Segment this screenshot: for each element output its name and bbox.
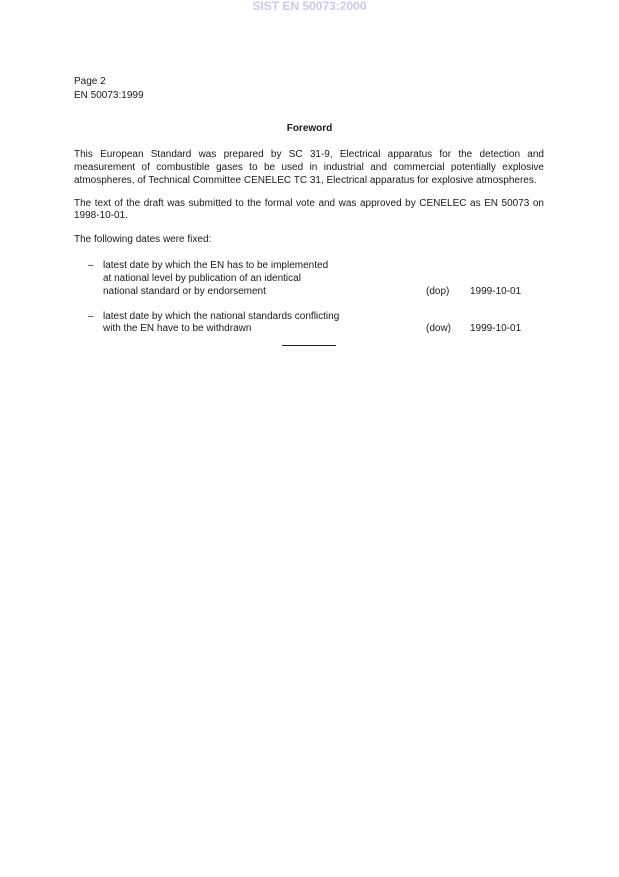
list-item-line: latest date by which the EN has to be implemented [103, 260, 329, 271]
list-item-line: latest date by which the national standards conflicting [103, 311, 340, 322]
list-item-line: with the EN have to be withdrawn [103, 323, 252, 334]
end-rule [282, 345, 336, 346]
date-code: (dow) [426, 323, 452, 334]
list-item-line: at national level by publication of an identical [103, 273, 301, 284]
paragraph-line: 1998-10-01. [74, 210, 128, 221]
standard-id: EN 50073:1999 [74, 90, 144, 101]
paragraph-text: The following dates were fixed: [74, 234, 212, 245]
list-dash: – [88, 311, 94, 322]
page-number: Page 2 [74, 76, 106, 87]
date-value: 1999-10-01 [470, 286, 522, 297]
list-item-line: national standard or by endorsement [103, 286, 266, 297]
watermark: SIST EN 50073:2000 [252, 0, 367, 13]
paragraph-line: The text of the draft was submitted to the formal vote and was approved by CENELEC as EN 50073 on [74, 198, 544, 209]
paragraph-line: measurement of combustible gases to be used in industrial and commercial potentially explosive [74, 162, 544, 173]
section-title: Foreword [286, 123, 333, 134]
list-dash: – [88, 260, 94, 271]
paragraph-line: This European Standard was prepared by SC 31-9, Electrical apparatus for the detection and [74, 149, 544, 160]
date-code: (dop) [426, 286, 450, 297]
date-value: 1999-10-01 [470, 323, 522, 334]
paragraph-line: atmospheres, of Technical Committee CENELEC TC 31, Electrical apparatus for explosive atmospheres. [74, 175, 537, 186]
